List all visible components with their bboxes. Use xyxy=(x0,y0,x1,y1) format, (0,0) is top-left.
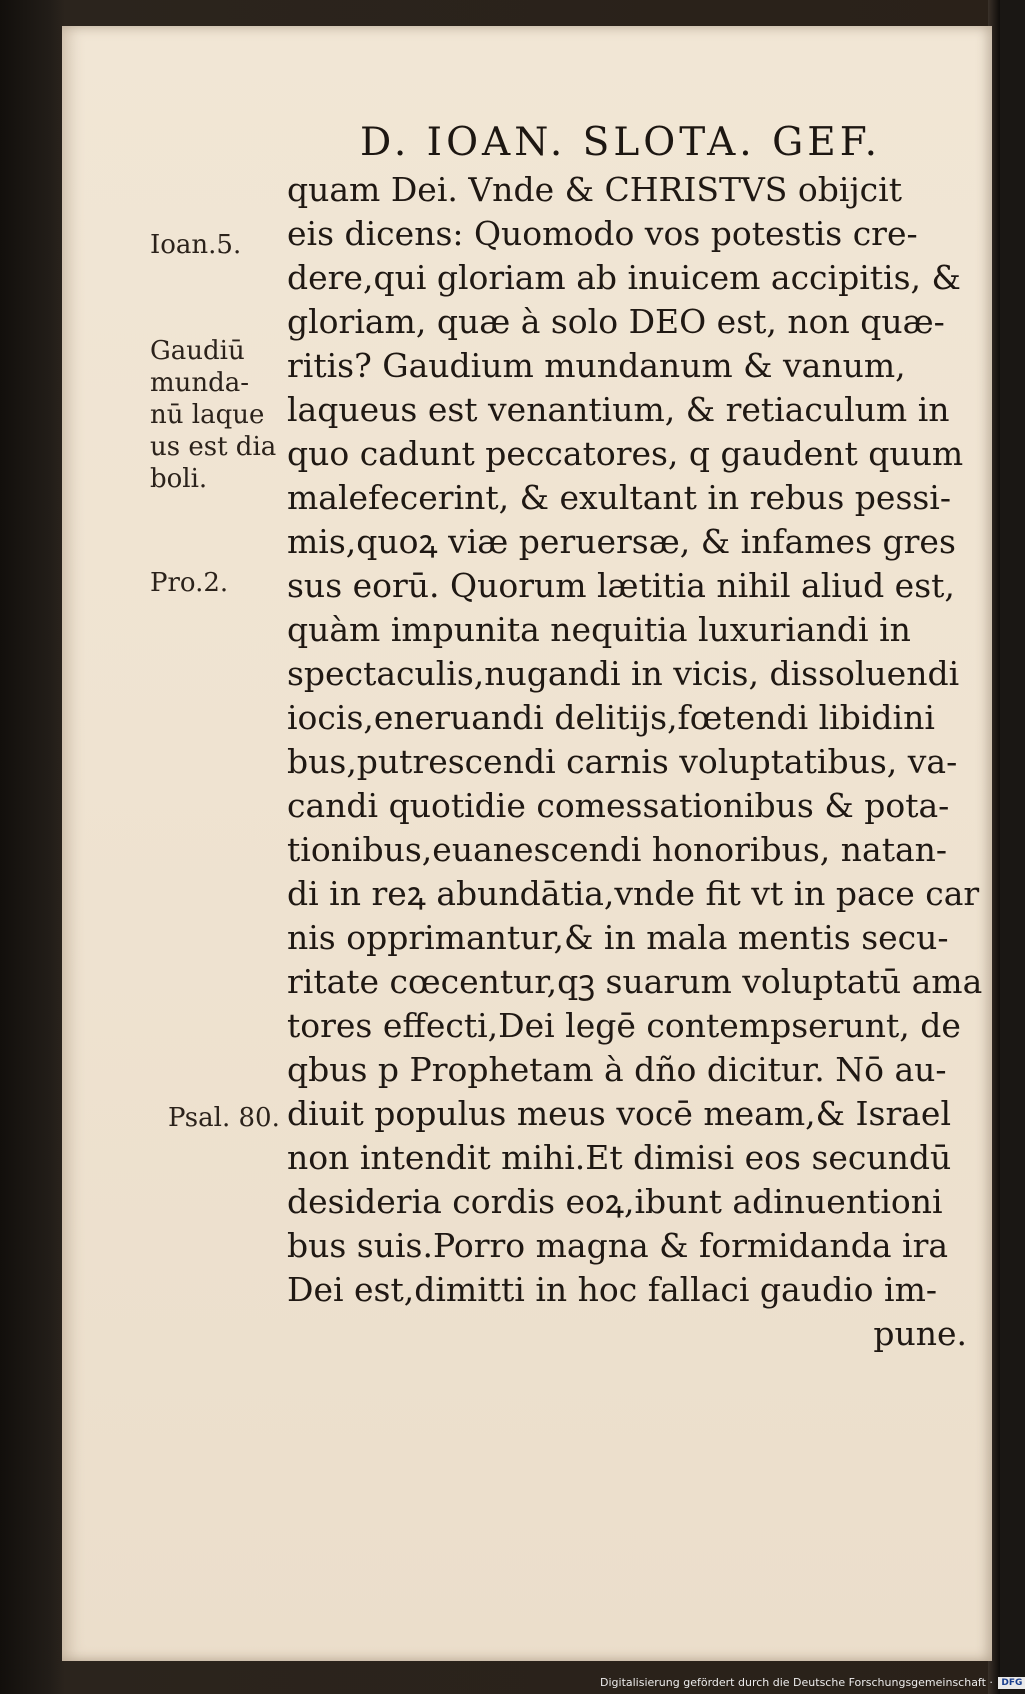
text-line: diuit populus meus vocē meam,& Israel xyxy=(287,1094,951,1133)
margin-note-gaudium: nū laque xyxy=(150,400,265,430)
text-line: ritis? Gaudium mundanum & vanum, xyxy=(287,346,906,385)
dfg-logo: DFG xyxy=(998,1677,1025,1689)
text-line: quo cadunt peccatores, q gaudent quum xyxy=(287,434,964,473)
text-line: pune. xyxy=(873,1314,967,1353)
text-line: gloriam, quæ à solo DEO est, non quæ- xyxy=(287,302,945,341)
margin-note-prou: Pro.2. xyxy=(150,568,229,598)
text-line: candi quotidie comessationibus & pota- xyxy=(287,786,950,825)
text-line: dere,qui gloriam ab inuicem accipitis, & xyxy=(287,258,961,297)
running-header: D. IOAN. SLOTA. GEF. xyxy=(360,120,882,165)
text-line: bus,putrescendi carnis voluptatibus, va- xyxy=(287,742,958,781)
text-line: sus eorū. Quorum lætitia nihil aliud est, xyxy=(287,566,955,605)
text-line: iocis,eneruandi delitijs,fœtendi libidini xyxy=(287,698,935,737)
text-line: bus suis.Porro magna & formidanda ira xyxy=(287,1226,949,1265)
text-line: desideria cordis eoꝝ,ibunt adinuentioni xyxy=(287,1182,943,1221)
margin-note-psal: Psal. 80. xyxy=(168,1103,280,1133)
margin-note-gaudium: Gaudiū xyxy=(150,336,245,366)
margin-note-ioan: Ioan.5. xyxy=(150,230,242,260)
body-text xyxy=(287,168,983,1356)
text-line: laqueus est venantium, & retiaculum in xyxy=(287,390,950,429)
text-line: Dei est,dimitti in hoc fallaci gaudio im- xyxy=(287,1270,938,1309)
text-line: quam Dei. Vnde & CHRISTVS obijcit xyxy=(287,170,902,209)
digitization-credit xyxy=(600,1676,1025,1689)
text-line: malefecerint, & exultant in rebus pessi- xyxy=(287,478,952,517)
text-line: non intendit mihi.Et dimisi eos secundū xyxy=(287,1138,952,1177)
text-line: tionibus,euanescendi honoribus, natan- xyxy=(287,830,948,869)
text-line: quàm impunita nequitia luxuriandi in xyxy=(287,610,911,649)
text-line: qbus p Prophetam à dño dicitur. Nō au- xyxy=(287,1050,947,1089)
text-line: mis,quoꝝ viæ peruersæ, & infames gres xyxy=(287,522,956,561)
margin-note-gaudium: munda- xyxy=(150,368,250,398)
margin-note-gaudium: boli. xyxy=(150,464,208,494)
text-line: di in reꝝ abundātia,vnde fit vt in pace car xyxy=(287,874,980,913)
text-line: tores effecti,Dei legē contempserunt, de xyxy=(287,1006,961,1045)
text-line: eis dicens: Quomodo vos potestis cre- xyxy=(287,214,918,253)
credit-text: Digitalisierung gefördert durch die Deutsche Forschungsgemeinschaft · xyxy=(600,1676,993,1689)
margin-note-gaudium: us est dia xyxy=(150,432,277,462)
text-line: spectaculis,nugandi in vicis, dissoluendi xyxy=(287,654,960,693)
text-line: nis opprimantur,& in mala mentis secu- xyxy=(287,918,949,957)
text-line: ritate cœcentur,qꝫ suarum voluptatū ama xyxy=(287,962,983,1001)
